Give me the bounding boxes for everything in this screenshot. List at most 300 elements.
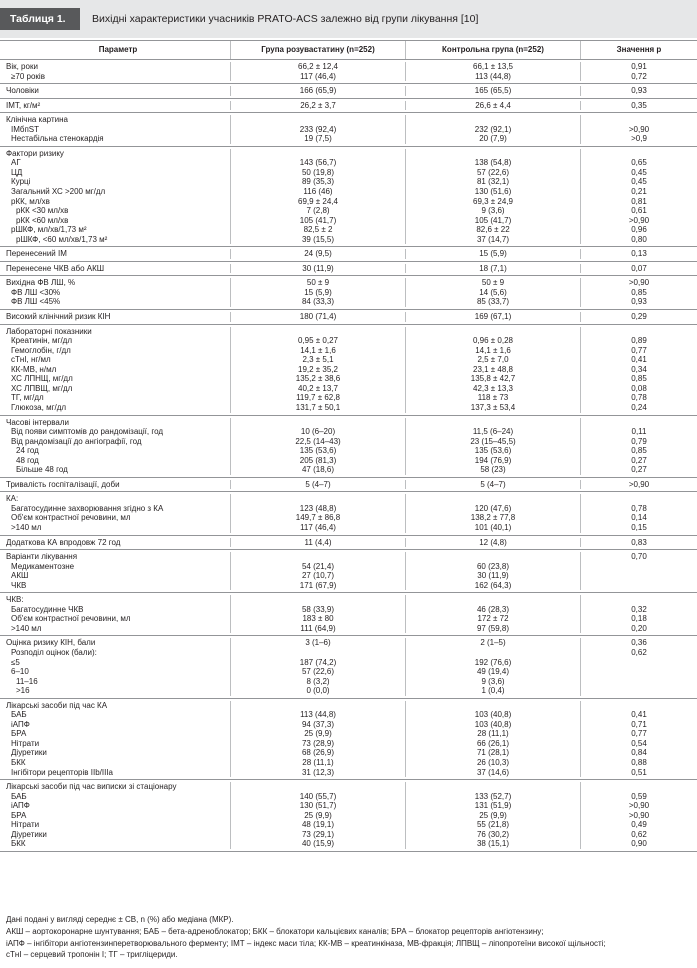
row-label: БКК (11, 839, 26, 849)
rosuvastatin-value: 143 (56,7) (230, 158, 405, 168)
row-label: Загальний ХС >200 мг/дл (11, 187, 106, 197)
row-label: 48 год (16, 455, 39, 465)
p-value: 0,15 (580, 523, 697, 533)
p-value (580, 658, 697, 668)
footnote-line: іАПФ – інгібітори ангіотензинперетворювального ферменту; ІМТ – індекс маси тіла; КК-МВ – креатинкіназа, МВ-фракція; ЛПВЩ – ліпопротеїни високої щільності; (6, 938, 606, 948)
control-value: 9 (3,6) (405, 677, 580, 687)
p-value: >0,9 (580, 134, 697, 144)
row-label: ТГ, мг/дл (11, 393, 44, 403)
rosuvastatin-value: 40 (15,9) (230, 839, 405, 849)
control-value: 60 (23,8) (405, 562, 580, 572)
p-value: 0,88 (580, 758, 697, 768)
rosuvastatin-value: 183 ± 80 (230, 614, 405, 624)
control-value: 23 (15–45,5) (405, 437, 580, 447)
table-row (0, 187, 697, 197)
rosuvastatin-value: 26,2 ± 3,7 (230, 101, 405, 111)
table-row-group (0, 99, 697, 114)
control-value: 120 (47,6) (405, 504, 580, 514)
table-row (0, 562, 697, 572)
table-row (0, 235, 697, 245)
p-value: 0,78 (580, 393, 697, 403)
table-row (0, 134, 697, 144)
control-value: 71 (28,1) (405, 748, 580, 758)
table-row (0, 839, 697, 849)
row-label: Багатосудинне ЧКВ (11, 604, 84, 614)
table-number-badge: Таблиця 1. (0, 8, 80, 30)
table-row-group (0, 492, 697, 535)
row-label: ХС ЛПВЩ, мг/дл (11, 383, 73, 393)
table-row (0, 446, 697, 456)
row-label: АКШ (11, 571, 29, 581)
control-value: 12 (4,8) (405, 538, 580, 548)
rosuvastatin-value: 7 (2,8) (230, 206, 405, 216)
rosuvastatin-value: 3 (1–6) (230, 638, 405, 648)
rosuvastatin-value (230, 701, 405, 711)
rosuvastatin-value (230, 418, 405, 428)
control-value: 5 (4–7) (405, 480, 580, 490)
table-row-group (0, 550, 697, 593)
control-value: 162 (64,3) (405, 581, 580, 591)
table-row (0, 177, 697, 187)
row-label: Перенесений ІМ (6, 249, 67, 259)
row-label: Курці (11, 177, 31, 187)
row-label: рКК, мл/хв (11, 196, 50, 206)
p-value: 0,41 (580, 710, 697, 720)
control-value: 20 (7,9) (405, 134, 580, 144)
p-value (580, 782, 697, 792)
row-label: Від рандомізації до ангіографії, год (11, 436, 142, 446)
table-row (0, 384, 697, 394)
control-value: 103 (40,8) (405, 710, 580, 720)
table-row (0, 374, 697, 384)
control-value: 1 (0,4) (405, 686, 580, 696)
control-value: 165 (65,5) (405, 86, 580, 96)
row-label: Більше 48 год (16, 465, 68, 475)
rosuvastatin-value: 130 (51,7) (230, 801, 405, 811)
control-value: 113 (44,8) (405, 72, 580, 82)
p-value (580, 595, 697, 605)
table-row (0, 101, 697, 111)
control-value: 81 (32,1) (405, 177, 580, 187)
rosuvastatin-value: 84 (33,3) (230, 297, 405, 307)
p-value: 0,91 (580, 62, 697, 72)
table-row (0, 480, 697, 490)
table-row (0, 638, 697, 648)
row-label: Діуретики (11, 829, 47, 839)
control-value: 57 (22,6) (405, 168, 580, 178)
row-label: Нітрати (11, 820, 40, 830)
table-row-group (0, 536, 697, 551)
control-value: 37 (14,7) (405, 235, 580, 245)
control-value: 133 (52,7) (405, 792, 580, 802)
table-row (0, 614, 697, 624)
p-value: 0,36 (580, 638, 697, 648)
rosuvastatin-value: 5 (4–7) (230, 480, 405, 490)
p-value (580, 562, 697, 572)
table-row (0, 418, 697, 428)
table-row (0, 216, 697, 226)
rosuvastatin-value: 187 (74,2) (230, 658, 405, 668)
control-value: 42,3 ± 13,3 (405, 384, 580, 394)
rosuvastatin-value: 58 (33,9) (230, 605, 405, 615)
control-value: 26,6 ± 4,4 (405, 101, 580, 111)
table-row (0, 115, 697, 125)
p-value: 0,59 (580, 792, 697, 802)
row-label: Вік, роки (6, 62, 38, 71)
control-value: 194 (76,9) (405, 456, 580, 466)
table-row (0, 677, 697, 687)
p-value (580, 115, 697, 125)
row-label: 24 год (16, 446, 39, 456)
p-value: 0,41 (580, 355, 697, 365)
table-row (0, 748, 697, 758)
control-value: 11,5 (6–24) (405, 427, 580, 437)
table-row (0, 327, 697, 337)
rosuvastatin-value: 25 (9,9) (230, 811, 405, 821)
rosuvastatin-value (230, 494, 405, 504)
p-value: 0,83 (580, 538, 697, 548)
p-value: 0,77 (580, 346, 697, 356)
rosuvastatin-value: 14,1 ± 1,6 (230, 346, 405, 356)
rosuvastatin-value: 10 (6–20) (230, 427, 405, 437)
table-row (0, 225, 697, 235)
p-value: 0,18 (580, 614, 697, 624)
baseline-characteristics-table (0, 40, 697, 852)
table-row (0, 494, 697, 504)
table-row (0, 197, 697, 207)
p-value: >0,90 (580, 480, 697, 490)
row-label: Лікарські засоби під час виписки зі стаціонару (6, 782, 177, 792)
p-value: 0,70 (580, 552, 697, 562)
table-row (0, 720, 697, 730)
row-label: Високий клінічний ризик КІН (6, 312, 111, 322)
rosuvastatin-value: 0 (0,0) (230, 686, 405, 696)
row-label: сТнІ, нг/мл (11, 355, 51, 365)
control-value: 25 (9,9) (405, 811, 580, 821)
p-value: >0,90 (580, 278, 697, 288)
rosuvastatin-value: 123 (48,8) (230, 504, 405, 514)
rosuvastatin-value: 19,2 ± 35,2 (230, 365, 405, 375)
table-row (0, 801, 697, 811)
table-header-row (0, 40, 697, 60)
control-value: 14 (5,6) (405, 288, 580, 298)
p-value: 0,62 (580, 830, 697, 840)
control-value: 38 (15,1) (405, 839, 580, 849)
table-row-group (0, 478, 697, 493)
rosuvastatin-value (230, 782, 405, 792)
table-row-group (0, 416, 697, 478)
control-value: 55 (21,8) (405, 820, 580, 830)
control-value (405, 648, 580, 658)
row-label: Креатинін, мг/дл (11, 336, 72, 346)
row-label: Гемоглобін, г/дл (11, 345, 71, 355)
table-row-group (0, 325, 697, 416)
row-label: Оцінка ризику КІН, бали (6, 638, 96, 648)
control-value: 137,3 ± 53,4 (405, 403, 580, 413)
row-label: БРА (11, 729, 27, 739)
row-label: Глюкоза, мг/дл (11, 402, 67, 412)
row-label: іАПФ (11, 719, 30, 729)
control-value: 169 (67,1) (405, 312, 580, 322)
row-label: >16 (16, 686, 30, 696)
control-value: 46 (28,3) (405, 605, 580, 615)
table-row-group (0, 60, 697, 84)
rosuvastatin-value: 171 (67,9) (230, 581, 405, 591)
row-label: БАБ (11, 710, 27, 720)
table-body (0, 60, 697, 852)
row-label: ХС ЛПНЩ, мг/дл (11, 374, 73, 384)
table-row (0, 355, 697, 365)
table-row (0, 710, 697, 720)
table-row (0, 820, 697, 830)
rosuvastatin-value: 11 (4,4) (230, 538, 405, 548)
rosuvastatin-value: 40,2 ± 13,7 (230, 384, 405, 394)
rosuvastatin-value: 54 (21,4) (230, 562, 405, 572)
table-row (0, 346, 697, 356)
p-value: 0,80 (580, 235, 697, 245)
control-value: 14,1 ± 1,6 (405, 346, 580, 356)
control-value (405, 701, 580, 711)
p-value: 0,78 (580, 504, 697, 514)
p-value: 0,81 (580, 197, 697, 207)
rosuvastatin-value (230, 327, 405, 337)
control-value: 50 ± 9 (405, 278, 580, 288)
p-value: 0,24 (580, 403, 697, 413)
control-value (405, 327, 580, 337)
row-label: ІМбпST (11, 124, 40, 134)
row-label: іАПФ (11, 801, 30, 811)
control-value: 2 (1–5) (405, 638, 580, 648)
control-value: 15 (5,9) (405, 249, 580, 259)
control-value: 85 (33,7) (405, 297, 580, 307)
table-row (0, 149, 697, 159)
table-row (0, 504, 697, 514)
control-value: 101 (40,1) (405, 523, 580, 533)
rosuvastatin-value: 94 (37,3) (230, 720, 405, 730)
row-label: ЧКВ: (6, 595, 24, 605)
column-header-parameter: Параметр (98, 45, 138, 54)
rosuvastatin-value (230, 149, 405, 159)
p-value: 0,89 (580, 336, 697, 346)
row-label: >140 мл (11, 623, 42, 633)
row-label: рКК <60 мл/хв (16, 215, 69, 225)
row-label: Клінічна картина (6, 115, 68, 125)
table-row (0, 624, 697, 634)
p-value: 0,13 (580, 249, 697, 259)
table-row (0, 86, 697, 96)
p-value: 0,65 (580, 158, 697, 168)
table-row (0, 648, 697, 658)
p-value: >0,90 (580, 125, 697, 135)
table-row-group (0, 699, 697, 780)
table-row (0, 312, 697, 322)
rosuvastatin-value: 48 (19,1) (230, 820, 405, 830)
control-value: 172 ± 72 (405, 614, 580, 624)
p-value: 0,61 (580, 206, 697, 216)
p-value: 0,96 (580, 225, 697, 235)
control-value: 131 (51,9) (405, 801, 580, 811)
table-row-group (0, 593, 697, 636)
table-row (0, 465, 697, 475)
table-row (0, 758, 697, 768)
row-label: 6–10 (11, 667, 29, 677)
p-value (580, 418, 697, 428)
p-value: 0,45 (580, 168, 697, 178)
p-value: 0,08 (580, 384, 697, 394)
rosuvastatin-value: 57 (22,6) (230, 667, 405, 677)
p-value: 0,29 (580, 312, 697, 322)
row-label: Лабораторні показники (6, 326, 92, 336)
table-row (0, 739, 697, 749)
table-row (0, 62, 697, 72)
p-value: 0,27 (580, 456, 697, 466)
control-value (405, 595, 580, 605)
control-value: 2,5 ± 7,0 (405, 355, 580, 365)
p-value: 0,20 (580, 624, 697, 634)
rosuvastatin-value: 22,5 (14–43) (230, 437, 405, 447)
table-row (0, 658, 697, 668)
row-label: ≤5 (11, 657, 20, 667)
control-value (405, 782, 580, 792)
control-value: 97 (59,8) (405, 624, 580, 634)
control-value: 69,3 ± 24,9 (405, 197, 580, 207)
control-value: 49 (19,4) (405, 667, 580, 677)
table-row (0, 427, 697, 437)
table-row (0, 278, 697, 288)
control-value: 9 (3,6) (405, 206, 580, 216)
rosuvastatin-value: 25 (9,9) (230, 729, 405, 739)
table-row (0, 782, 697, 792)
p-value (580, 667, 697, 677)
p-value (580, 686, 697, 696)
table-row (0, 595, 697, 605)
row-label: КК-МВ, н/мл (11, 364, 57, 374)
p-value: 0,71 (580, 720, 697, 730)
p-value: >0,90 (580, 801, 697, 811)
p-value: 0,27 (580, 465, 697, 475)
control-value (405, 494, 580, 504)
rosuvastatin-value (230, 552, 405, 562)
control-value: 66,1 ± 13,5 (405, 62, 580, 72)
rosuvastatin-value: 131,7 ± 50,1 (230, 403, 405, 413)
control-value (405, 115, 580, 125)
rosuvastatin-value: 233 (92,4) (230, 125, 405, 135)
p-value (580, 327, 697, 337)
p-value: 0,79 (580, 437, 697, 447)
rosuvastatin-value: 15 (5,9) (230, 288, 405, 298)
rosuvastatin-value: 66,2 ± 12,4 (230, 62, 405, 72)
control-value: 105 (41,7) (405, 216, 580, 226)
p-value: 0,49 (580, 820, 697, 830)
p-value: >0,90 (580, 811, 697, 821)
row-label: ≥70 років (11, 71, 45, 81)
footnote-line: АКШ – аортокоронарне шунтування; БАБ – бета-адреноблокатор; БКК – блокатори кальцієвих каналів; БРА – блокатор рецепторів ангіотензину; (6, 926, 544, 936)
control-value: 103 (40,8) (405, 720, 580, 730)
control-value: 76 (30,2) (405, 830, 580, 840)
table-row (0, 456, 697, 466)
table-row (0, 288, 697, 298)
table-row (0, 249, 697, 259)
table-footnotes (6, 914, 692, 961)
control-value: 135,8 ± 42,7 (405, 374, 580, 384)
row-label: Об'єм контрастної речовини, мл (11, 513, 131, 523)
control-value: 18 (7,1) (405, 264, 580, 274)
rosuvastatin-value: 68 (26,9) (230, 748, 405, 758)
table-row (0, 264, 697, 274)
table-row (0, 581, 697, 591)
rosuvastatin-value: 30 (11,9) (230, 264, 405, 274)
row-label: Нітрати (11, 738, 40, 748)
p-value: 0,93 (580, 86, 697, 96)
table-row (0, 393, 697, 403)
control-value: 138 (54,8) (405, 158, 580, 168)
p-value (580, 677, 697, 687)
rosuvastatin-value: 140 (55,7) (230, 792, 405, 802)
p-value: 0,62 (580, 648, 697, 658)
p-value: 0,93 (580, 297, 697, 307)
table-title: Вихідні характеристики учасників PRATO-ACS залежно від групи лікування [10] (92, 13, 479, 25)
row-label: БКК (11, 758, 26, 767)
row-label: рШКФ, <60 мл/хв/1,73 м² (16, 234, 108, 244)
table-row (0, 729, 697, 739)
rosuvastatin-value (230, 115, 405, 125)
row-label: Додаткова КА впродовж 72 год (6, 537, 121, 547)
control-value (405, 149, 580, 159)
control-value: 37 (14,6) (405, 768, 580, 778)
control-value: 232 (92,1) (405, 125, 580, 135)
rosuvastatin-value: 135 (53,6) (230, 446, 405, 456)
table-row (0, 206, 697, 216)
p-value: 0,85 (580, 446, 697, 456)
table-row (0, 811, 697, 821)
p-value: 0,21 (580, 187, 697, 197)
row-label: Фактори ризику (6, 148, 64, 158)
control-value: 26 (10,3) (405, 758, 580, 768)
table-row (0, 571, 697, 581)
p-value: 0,90 (580, 839, 697, 849)
rosuvastatin-value: 117 (46,4) (230, 523, 405, 533)
row-label: Медикаментозне (11, 561, 75, 571)
rosuvastatin-value: 0,95 ± 0,27 (230, 336, 405, 346)
rosuvastatin-value: 205 (81,3) (230, 456, 405, 466)
table-row (0, 297, 697, 307)
rosuvastatin-value: 8 (3,2) (230, 677, 405, 687)
control-value (405, 418, 580, 428)
row-label: Інгібітори рецепторів IIb/IIIa (11, 767, 113, 777)
rosuvastatin-value: 73 (28,9) (230, 739, 405, 749)
table-row (0, 830, 697, 840)
column-header-control: Контрольна група (n=252) (405, 41, 580, 59)
control-value: 30 (11,9) (405, 571, 580, 581)
row-label: Нестабільна стенокардія (11, 134, 104, 144)
rosuvastatin-value: 89 (35,3) (230, 177, 405, 187)
table-row-group (0, 113, 697, 147)
table-row (0, 403, 697, 413)
rosuvastatin-value: 39 (15,5) (230, 235, 405, 245)
table-row (0, 72, 697, 82)
table-row (0, 365, 697, 375)
table-row-group (0, 247, 697, 262)
control-value: 23,1 ± 48,8 (405, 365, 580, 375)
table-row (0, 168, 697, 178)
rosuvastatin-value (230, 648, 405, 658)
rosuvastatin-value: 117 (46,4) (230, 72, 405, 82)
table-row-group (0, 262, 697, 277)
p-value: 0,11 (580, 427, 697, 437)
rosuvastatin-value: 50 ± 9 (230, 278, 405, 288)
column-header-rosuvastatin: Група розувастатину (n=252) (230, 41, 405, 59)
table-row-group (0, 780, 697, 852)
